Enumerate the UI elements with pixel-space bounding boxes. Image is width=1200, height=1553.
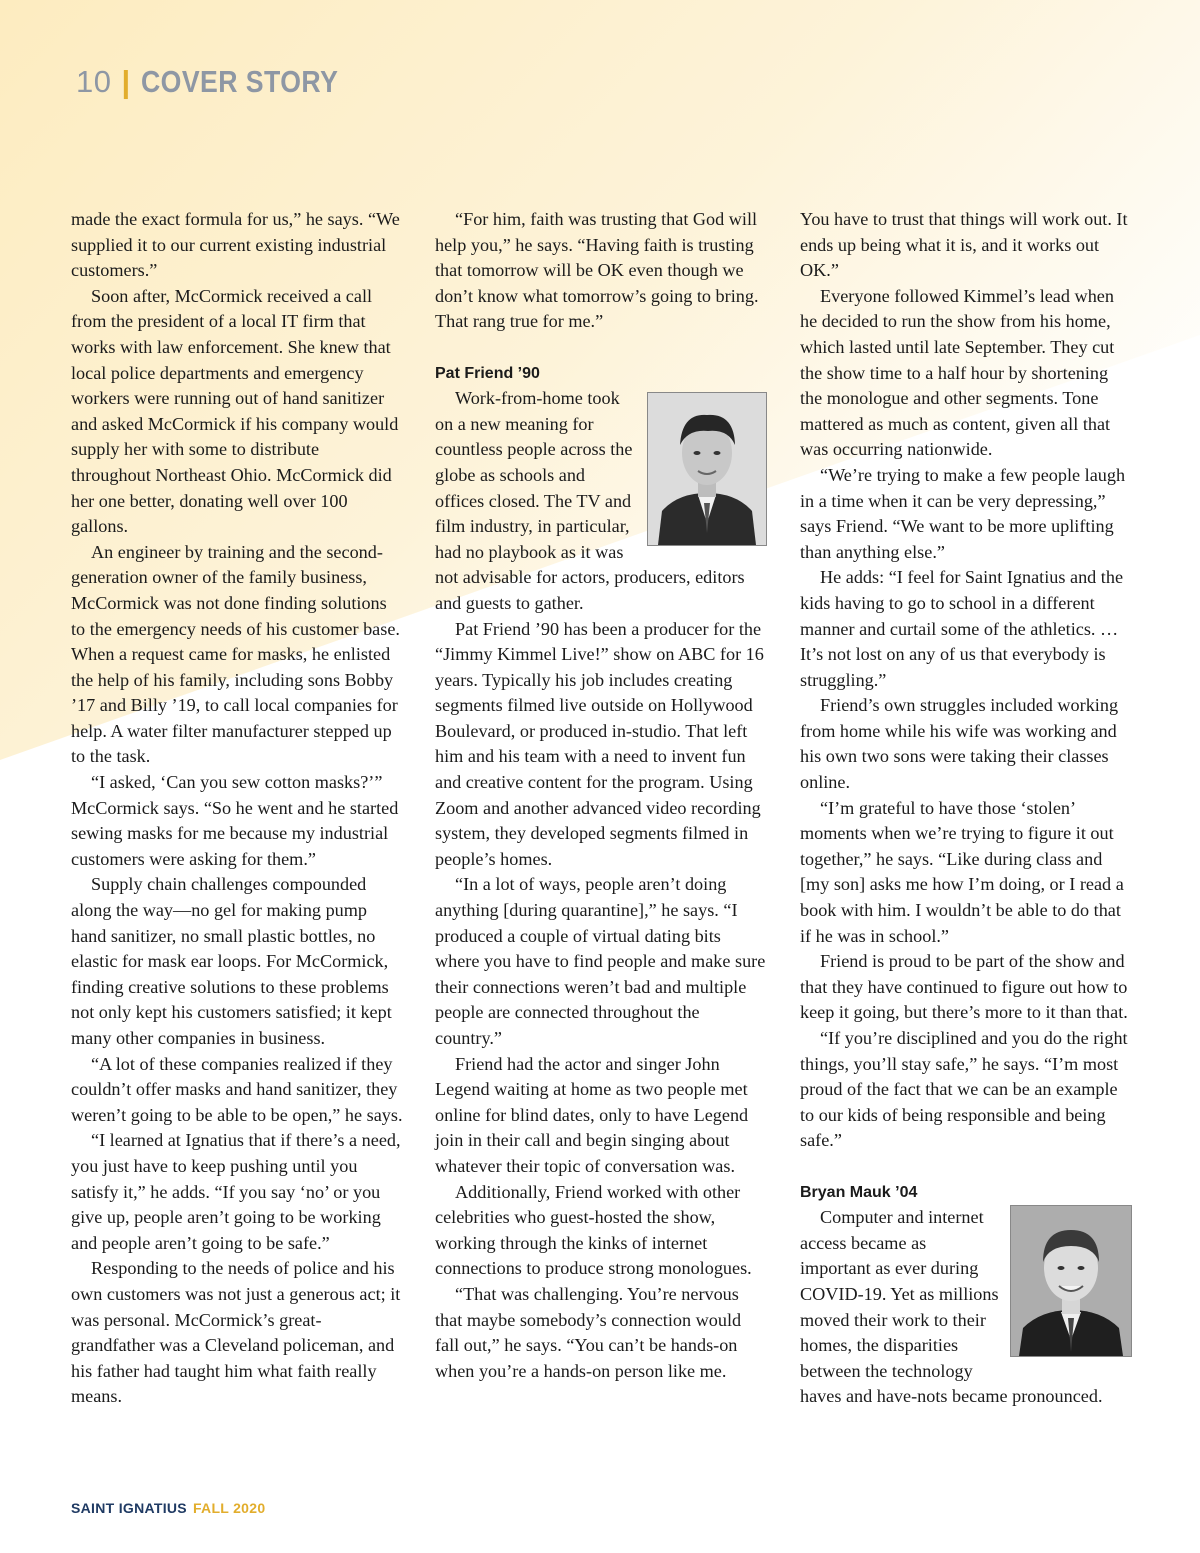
subhead-pat-friend: Pat Friend ’90	[435, 364, 540, 382]
paragraph: You have to trust that things will work out. It ends up being what it is, and it works out OK.”	[800, 209, 1128, 281]
article-column-2	[435, 207, 767, 1384]
portrait-image	[1011, 1206, 1131, 1356]
page-footer	[71, 1500, 265, 1516]
paragraph: Pat Friend ’90 has been a producer for the “Jimmy Kimmel Live!” show on ABC for 16 years. Typically his job includes creating segments filmed live outside on Hollywood Boulevard, or produced in-studio. That left him and his team with a need to invent fun and creative content for the program. Using Zoom and another advanced video recording system, they developed segments filmed in people’s homes.	[435, 618, 764, 869]
paragraph: “I asked, ‘Can you sew cotton masks?’” McCormick says. “So he went and he started sewing masks for me because my industrial customers were asking for them.”	[71, 772, 399, 869]
page-number: 10	[76, 64, 112, 99]
paragraph: Friend is proud to be part of the show and that they have continued to figure out how to keep it going, but there’s more to it than that.	[800, 951, 1128, 1023]
section-title: COVER STORY	[140, 64, 338, 99]
paragraph: “We’re trying to make a few people laugh in a time when it can be very depressing,” says Friend. “We want to be more uplifting than anything else.”	[800, 464, 1126, 562]
paragraph: “If you’re disciplined and you do the right things, you’ll stay safe,” he says. “I’m most proud of the fact that we can be an example to our kids of being responsible and being safe.”	[800, 1028, 1128, 1151]
paragraph: An engineer by training and the second-generation owner of the family business, McCormick was not done finding solutions to the emergency needs of his customer base. When a request came for masks, he enlisted the help of his family, including sons Bobby ’17 and Billy ’19, to call local companies for help. A water filter manufacturer stepped up to the task.	[71, 541, 400, 767]
paragraph: “A lot of these companies realized if they couldn’t offer masks and hand sanitizer, they weren’t going to be able to be open,” he says.	[71, 1053, 403, 1125]
paragraph: “For him, faith was trusting that God will help you,” he says. “Having faith is trusting that tomorrow will be OK even though we don’t know what tomorrow’s going to bring. That rang true for me.”	[435, 209, 759, 332]
bryan-mauk-photo	[1010, 1205, 1132, 1357]
paragraph: Friend had the actor and singer John Legend waiting at home as two people met online for blind dates, only to have Legend join in their call and begin singing about whatever their topic of conversation was.	[435, 1053, 749, 1176]
paragraph: Computer and internet access became as important as ever during COVID-19. Yet as millions moved their work to their homes, the disparities between the technology haves and have-nots became pronounced.	[800, 1207, 1103, 1407]
paragraph: Work-from-home took on a new meaning for countless people across the globe as schools and offices closed. The TV and film industry, in particular, had no playbook as it was not advisable for actors, producers, editors and guests to gather.	[435, 388, 745, 613]
paragraph: Supply chain challenges compounded along the way—no gel for making pump hand sanitizer, no small plastic bottles, no elastic for mask ear loops. For McCormick, finding creative solutions to these problems not only kept his customers satisfied; it kept many other companies in business.	[71, 874, 392, 1048]
paragraph: Responding to the needs of police and his own customers was not just a generous act; it was personal. McCormick’s great-grandfather was a Cleveland policeman, and his father had taught him what faith really means.	[71, 1258, 401, 1407]
paragraph: “I’m grateful to have those ‘stolen’ moments when we’re trying to figure it out together,” he says. “Like during class and [my son] asks me how I’m doing, or I read a book with him. I wouldn’t be able to do that if he was in school.”	[800, 797, 1124, 946]
paragraph: Everyone followed Kimmel’s lead when he decided to run the show from his home, which lasted until late September. They cut the show time to a half hour by shortening the monologue and other segments. Tone mattered as much as content, given all that was occurring nationwide.	[800, 285, 1115, 460]
paragraph: Soon after, McCormick received a call from the president of a local IT firm that works with law enforcement. She knew that local police departments and emergency workers were running out of hand sanitizer and asked McCormick if his company would supply her with some to distribute throughout Northeast Ohio. McCormick did her one better, donating well over 100 gallons.	[71, 285, 399, 537]
subhead-bryan-mauk: Bryan Mauk ’04	[800, 1183, 918, 1201]
paragraph: “I learned at Ignatius that if there’s a need, you just have to keep pushing until you satisfy it,” he adds. “If you say ‘no’ or you give up, people aren’t going to be working and people aren’t going to be safe.”	[71, 1130, 401, 1253]
publication-name: SAINT IGNATIUS	[71, 1500, 187, 1516]
paragraph: “In a lot of ways, people aren’t doing anything [during quarantine],” he says. “I produced a couple of virtual dating bits where you have to find people and make sure their connections weren’t bad and multiple people are connected throughout the country.”	[435, 874, 766, 1048]
paragraph: “That was challenging. You’re nervous that maybe somebody’s connection would fall out,” he says. “You can’t be hands-on when you’re a hands-on person like me.	[435, 1283, 742, 1381]
article-column-3	[800, 207, 1132, 1410]
paragraph: He adds: “I feel for Saint Ignatius and the kids having to go to school in a different manner and curtail some of the athletics. … It’s not lost on any of us that everybody is struggling.”	[800, 567, 1124, 690]
header-divider: |	[121, 64, 131, 99]
portrait-image	[648, 393, 766, 545]
paragraph: made the exact formula for us,” he says. “We supplied it to our current existing industrial customers.”	[71, 209, 400, 281]
page-header	[76, 62, 370, 102]
pat-friend-photo	[647, 392, 767, 546]
paragraph: Friend’s own struggles included working from home while his wife was working and his own two sons were taking their classes online.	[800, 695, 1119, 793]
article-column-1	[71, 207, 403, 1410]
paragraph: Additionally, Friend worked with other celebrities who guest-hosted the show, working through the kinks of internet connections to produce strong monologues.	[435, 1181, 752, 1279]
issue-label: FALL 2020	[192, 1500, 266, 1516]
